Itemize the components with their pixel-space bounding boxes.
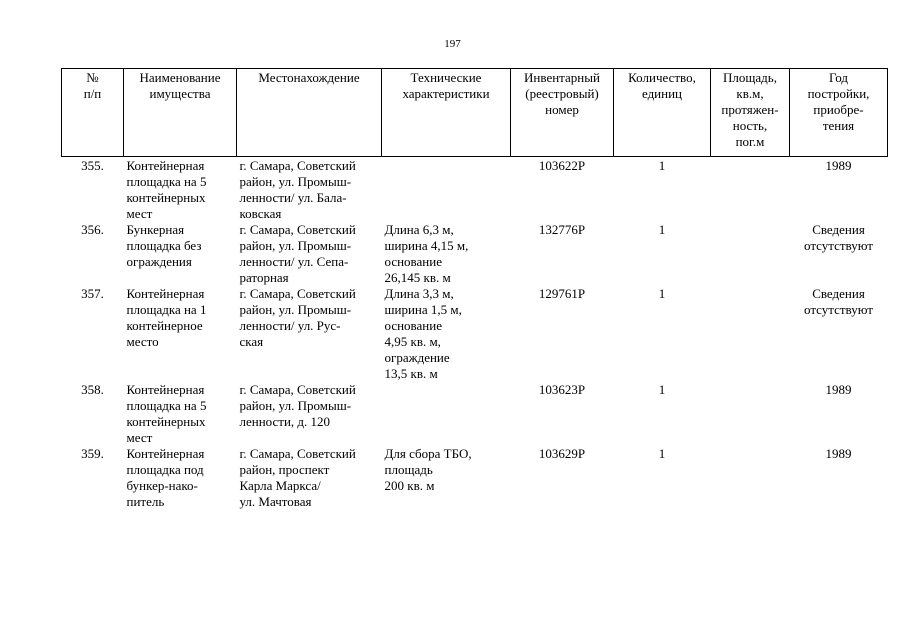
cell-year bbox=[790, 222, 888, 286]
table-row bbox=[62, 286, 888, 382]
cell-location bbox=[237, 286, 382, 382]
header-area: Площадь, кв.м, протяжен- ность, пог.м bbox=[711, 69, 790, 157]
cell-location bbox=[237, 157, 382, 223]
table-body bbox=[62, 157, 888, 511]
cell-name bbox=[124, 222, 237, 286]
cell-technical bbox=[382, 446, 511, 510]
cell-name-text: Бункерная площадка без ограждения bbox=[126, 222, 202, 269]
header-location: Местонахождение bbox=[237, 69, 382, 157]
cell-location-text: г. Самара, Советский район, ул. Промыш- ленности, д. 120 bbox=[239, 382, 356, 429]
cell-area bbox=[711, 446, 790, 510]
cell-inventory-text: 132776Р bbox=[538, 222, 586, 237]
cell-quantity-text: 1 bbox=[658, 446, 666, 461]
cell-technical-text: Для сбора ТБО, площадь 200 кв. м bbox=[384, 446, 472, 493]
header-quantity: Количество, единиц bbox=[614, 69, 711, 157]
cell-number bbox=[62, 286, 124, 382]
cell-number bbox=[62, 222, 124, 286]
cell-location-text: г. Самара, Советский район, проспект Карла Маркса/ ул. Мачтовая bbox=[239, 446, 356, 509]
cell-inventory-text: 103629Р bbox=[538, 446, 586, 461]
cell-year-text: Сведения отсутствуют bbox=[804, 286, 873, 317]
table-row bbox=[62, 222, 888, 286]
cell-number-text: 358. bbox=[81, 382, 104, 397]
cell-quantity bbox=[614, 382, 711, 446]
cell-area bbox=[711, 382, 790, 446]
cell-location-text: г. Самара, Советский район, ул. Промыш- ленности/ ул. Бала- ковская bbox=[239, 158, 356, 221]
cell-name bbox=[124, 157, 237, 223]
cell-location bbox=[237, 446, 382, 510]
cell-name bbox=[124, 382, 237, 446]
cell-name-text: Контейнерная площадка под бункер-нако- питель bbox=[126, 446, 205, 509]
table-header bbox=[62, 69, 888, 157]
cell-inventory-text: 129761Р bbox=[538, 286, 586, 301]
cell-number-text: 359. bbox=[81, 446, 104, 461]
cell-year-text: 1989 bbox=[825, 382, 852, 397]
cell-name-text: Контейнерная площадка на 5 контейнерных мест bbox=[126, 382, 207, 445]
cell-area bbox=[711, 157, 790, 223]
cell-number-text: 356. bbox=[81, 222, 104, 237]
cell-technical-text: Длина 6,3 м, ширина 4,15 м, основание 26,145 кв. м bbox=[384, 222, 469, 285]
cell-number bbox=[62, 382, 124, 446]
cell-year bbox=[790, 446, 888, 510]
cell-location bbox=[237, 222, 382, 286]
header-year: Год постройки, приобре- тения bbox=[790, 69, 888, 157]
cell-inventory bbox=[511, 222, 614, 286]
cell-location-text: г. Самара, Советский район, ул. Промыш- ленности/ ул. Сепа- раторная bbox=[239, 222, 356, 285]
cell-inventory-text: 103623Р bbox=[538, 382, 586, 397]
header-inventory: Инвентарный (реестровый) номер bbox=[511, 69, 614, 157]
cell-quantity bbox=[614, 446, 711, 510]
cell-area bbox=[711, 286, 790, 382]
cell-quantity bbox=[614, 157, 711, 223]
cell-number bbox=[62, 157, 124, 223]
cell-number-text: 357. bbox=[81, 286, 104, 301]
cell-inventory bbox=[511, 382, 614, 446]
cell-quantity-text: 1 bbox=[658, 286, 666, 301]
header-number: № п/п bbox=[62, 69, 124, 157]
cell-number bbox=[62, 446, 124, 510]
header-technical: Технические характеристики bbox=[382, 69, 511, 157]
cell-inventory-text: 103622Р bbox=[538, 158, 586, 173]
cell-year bbox=[790, 157, 888, 223]
table-row bbox=[62, 382, 888, 446]
property-registry-table bbox=[61, 68, 888, 510]
cell-location-text: г. Самара, Советский район, ул. Промыш- ленности/ ул. Рус- ская bbox=[239, 286, 356, 349]
table-row bbox=[62, 446, 888, 510]
cell-year bbox=[790, 286, 888, 382]
header-name: Наименование имущества bbox=[124, 69, 237, 157]
cell-technical-text: Длина 3,3 м, ширина 1,5 м, основание 4,95 кв. м, ограждение 13,5 кв. м bbox=[384, 286, 462, 381]
cell-quantity-text: 1 bbox=[658, 158, 666, 173]
cell-quantity-text: 1 bbox=[658, 222, 666, 237]
page-number: 197 bbox=[444, 38, 461, 50]
table-row bbox=[62, 157, 888, 223]
cell-name-text: Контейнерная площадка на 5 контейнерных мест bbox=[126, 158, 207, 221]
cell-technical bbox=[382, 382, 511, 446]
cell-technical bbox=[382, 286, 511, 382]
cell-inventory bbox=[511, 157, 614, 223]
cell-name-text: Контейнерная площадка на 1 контейнерное место bbox=[126, 286, 207, 349]
cell-name bbox=[124, 446, 237, 510]
cell-technical bbox=[382, 157, 511, 223]
cell-year bbox=[790, 382, 888, 446]
cell-area bbox=[711, 222, 790, 286]
cell-name bbox=[124, 286, 237, 382]
cell-inventory bbox=[511, 446, 614, 510]
cell-number-text: 355. bbox=[81, 158, 104, 173]
cell-quantity-text: 1 bbox=[658, 382, 666, 397]
cell-technical bbox=[382, 222, 511, 286]
cell-quantity bbox=[614, 222, 711, 286]
cell-year-text: 1989 bbox=[825, 446, 852, 461]
cell-quantity bbox=[614, 286, 711, 382]
cell-inventory bbox=[511, 286, 614, 382]
cell-location bbox=[237, 382, 382, 446]
cell-year-text: Сведения отсутствуют bbox=[804, 222, 873, 253]
cell-year-text: 1989 bbox=[825, 158, 852, 173]
